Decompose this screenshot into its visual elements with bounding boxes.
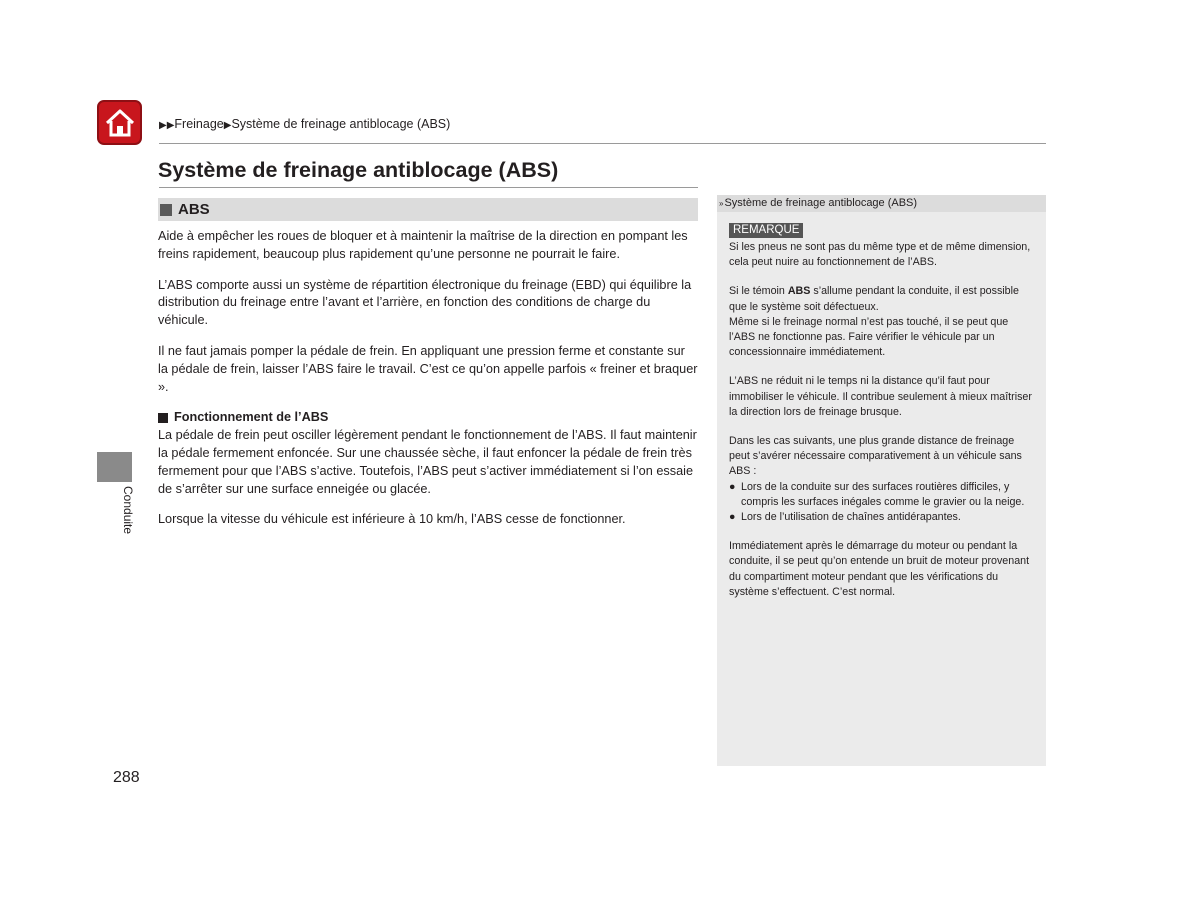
paragraph: L’ABS comporte aussi un système de répartition électronique du freinage (EBD) qui équilibre la distribution du freinage entre l’avant et l’arrière, en fonction des conditions de charge du véhicule. [158,277,692,328]
page-number: 288 [113,769,140,786]
subsection-heading-text: Fonctionnement de l’ABS [174,410,329,425]
bullet-icon: ● [729,511,736,524]
home-icon [104,108,136,138]
chapter-tab[interactable] [97,452,132,482]
side-paragraph [729,284,1036,314]
abs-indicator-label: ABS [787,285,811,298]
breadcrumb [159,117,450,131]
section-header [158,198,698,221]
reference-marker-icon: » [719,199,722,208]
side-paragraph: Même si le freinage normal n’est pas touché, il se peut que l’ABS ne fonctionne pas. Faire vérifier le véhicule par un concessionnaire immédiatement. [729,315,1009,359]
list-item-text: Lors de la conduite sur des surfaces routières difficiles, y compris les surfaces inégales comme le gravier ou la neige. [741,480,1025,508]
main-content [158,228,698,542]
side-paragraph: Dans les cas suivants, une plus grande distance de freinage peut s’avérer nécessaire comparativement à un véhicule sans ABS : [729,435,1022,478]
page-title: Système de freinage antiblocage (ABS) [158,158,559,182]
paragraph: La pédale de frein peut osciller légèrement pendant le fonctionnement de l’ABS. Il faut maintenir la pédale fermement enfoncée. Sur une chaussée sèche, il faut enfoncer la pédale de frein très fermement pour que l’ABS s’active. Toutefois, l’ABS peut s’activer immédiatement si l’on essaie de s’arrêter sur une surface enneigée ou glacée. [158,428,697,496]
side-panel-header [717,195,1046,212]
paragraph: Il ne faut jamais pomper la pédale de frein. En appliquant une pression ferme et constante sur la pédale de frein, laisser l’ABS faire le travail. C’est ce qu’on appelle parfois « freiner et braquer ». [158,343,698,394]
side-paragraph: L’ABS ne réduit ni le temps ni la distance qu’il faut pour immobiliser le véhicule. Il contribue seulement à mieux maîtriser la direction lors de freinage brusque. [729,375,1032,418]
section-title: ABS [178,201,210,218]
list-item [729,510,1036,525]
side-notes-panel [717,195,1046,766]
list-item [729,480,1036,510]
side-paragraph: Immédiatement après le démarrage du moteur ou pendant la conduite, il se peut qu’on entende un bruit de moteur provenant du compartiment moteur pendant que les vérifications du système s’effectuent. C’est normal. [729,540,1030,598]
side-text: Si le témoin [729,285,788,298]
paragraph: Aide à empêcher les roues de bloquer et à maintenir la maîtrise de la direction en pompant les freins rapidement, beaucoup plus rapidement qu’une personne ne pourrait le faire. [158,229,688,261]
remark-badge: REMARQUE [729,223,803,238]
subsection-square-icon [158,413,168,423]
breadcrumb-arrow-icon: ▶▶ [159,120,175,131]
list-item-text: Lors de l’utilisation de chaînes antidérapantes. [741,511,961,524]
breadcrumb-separator-icon: ▶ [223,120,232,131]
side-text: s’allume pendant la conduite, il est possible que le système soit défectueux. [729,285,1019,313]
breadcrumb-current: Système de freinage antiblocage (ABS) [231,117,451,131]
header-divider [159,143,1046,144]
chapter-tab-label: Conduite [121,486,135,535]
side-panel-header-text: Système de freinage antiblocage (ABS) [724,197,918,209]
bullet-icon: ● [729,480,736,493]
side-paragraph: Si les pneus ne sont pas du même type et de même dimension, cela peut nuire au fonctionnement de l’ABS. [729,241,1031,269]
paragraph: Lorsque la vitesse du véhicule est inférieure à 10 km/h, l’ABS cesse de fonctionner. [158,512,626,527]
subsection-heading [158,409,698,427]
title-divider [159,187,698,188]
home-button[interactable] [97,100,142,145]
breadcrumb-link-freinage[interactable]: Freinage [174,117,224,131]
section-square-icon [160,204,172,216]
